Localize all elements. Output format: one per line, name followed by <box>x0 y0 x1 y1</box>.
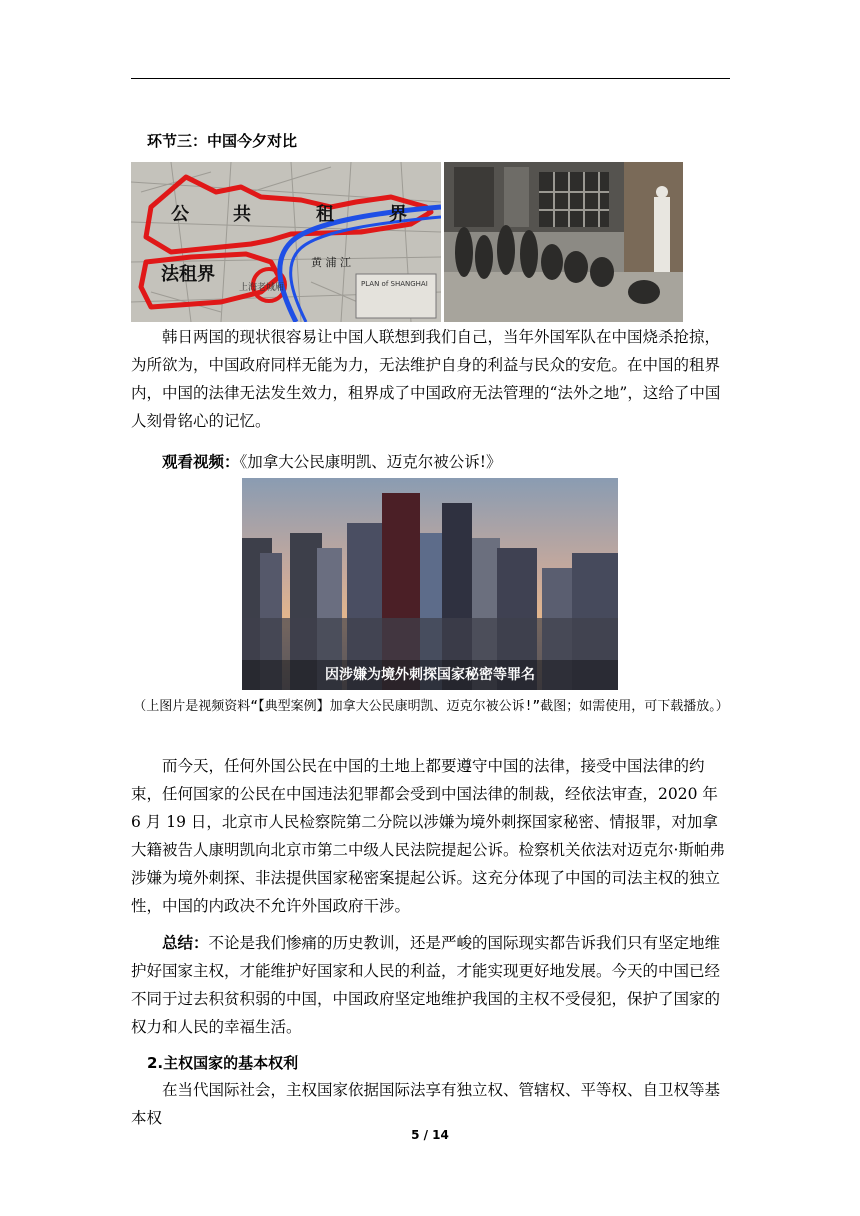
section-title: 环节三：中国今夕对比 <box>147 132 298 150</box>
svg-text:共: 共 <box>233 204 251 225</box>
watch-video-line <box>162 450 502 472</box>
paragraph-today: 而今天，任何外国公民在中国的土地上都要遵守中国的法律，接受中国法律的约束，任何国家的公民在中国违法犯罪都会受到中国法律的制裁，经依法审查，2020 年 6 月 19 日，北京市人民检察院第二分院以涉嫌为境外刺探国家秘密、情报罪，对加拿大籍被告人康明凯向北京市第二中级人民法院提起公诉。检察机关依法对迈克尔·斯帕弗涉嫌为境外刺探、非法提供国家秘密案提起公诉。这充分体现了中国的司法主权的独立性，中国的内政决不允许外国政府干涉。 <box>131 757 725 915</box>
subheading-basic-rights: 2.主权国家的基本权利 <box>147 1054 299 1072</box>
summary-label: 总结： <box>162 934 209 952</box>
svg-text:法租界: 法租界 <box>161 264 215 285</box>
page-number: 5 / 14 <box>411 1128 449 1142</box>
paragraph-concessions: 韩日两国的现状很容易让中国人联想到我们自己，当年外国军队在中国烧杀抢掠，为所欲为，中国政府同样无能为力，无法维护自身的利益与民众的安危。在中国的租界内，中国的法律无法发生效力，租界成了中国政府无法管理的“法外之地”，这给了中国人刻骨铭心的记忆。 <box>131 328 721 430</box>
svg-text:公: 公 <box>171 204 189 225</box>
video-caption: （上图片是视频资料“【典型案例】加拿大公民康明凯、迈克尔被公诉!”截图；如需使用，可下载播放。） <box>133 699 729 714</box>
svg-text:PLAN of SHANGHAI: PLAN of SHANGHAI <box>361 280 428 288</box>
watch-video-label: 观看视频： <box>162 453 240 471</box>
svg-text:界: 界 <box>389 204 407 225</box>
foreign-soldiers-photo <box>444 162 683 322</box>
watch-video-title: 《加拿大公民康明凯、迈克尔被公诉!》 <box>239 453 502 471</box>
header-rule <box>131 78 730 79</box>
svg-text:上海老城厢: 上海老城厢 <box>239 283 285 293</box>
shanghai-concession-map-image <box>131 162 441 322</box>
paragraph-summary <box>131 929 731 1041</box>
svg-text:租: 租 <box>316 204 334 225</box>
svg-text:黄 浦 江: 黄 浦 江 <box>311 256 351 269</box>
video-screenshot <box>242 478 618 690</box>
paragraph-rights: 在当代国际社会，主权国家依据国际法享有独立权、管辖权、平等权、自卫权等基本权 <box>131 1081 721 1127</box>
svg-text:因涉嫌为境外刺探国家秘密等罪名: 因涉嫌为境外刺探国家秘密等罪名 <box>325 667 535 683</box>
summary-text: 不论是我们惨痛的历史教训，还是严峻的国际现实都告诉我们只有坚定地维护好国家主权，才能维护好国家和人民的利益，才能实现更好地发展。今天的中国已经不同于过去积贫积弱的中国，中国政府坚定地维护我国的主权不受侵犯，保护了国家的权力和人民的幸福生活。 <box>131 934 721 1036</box>
